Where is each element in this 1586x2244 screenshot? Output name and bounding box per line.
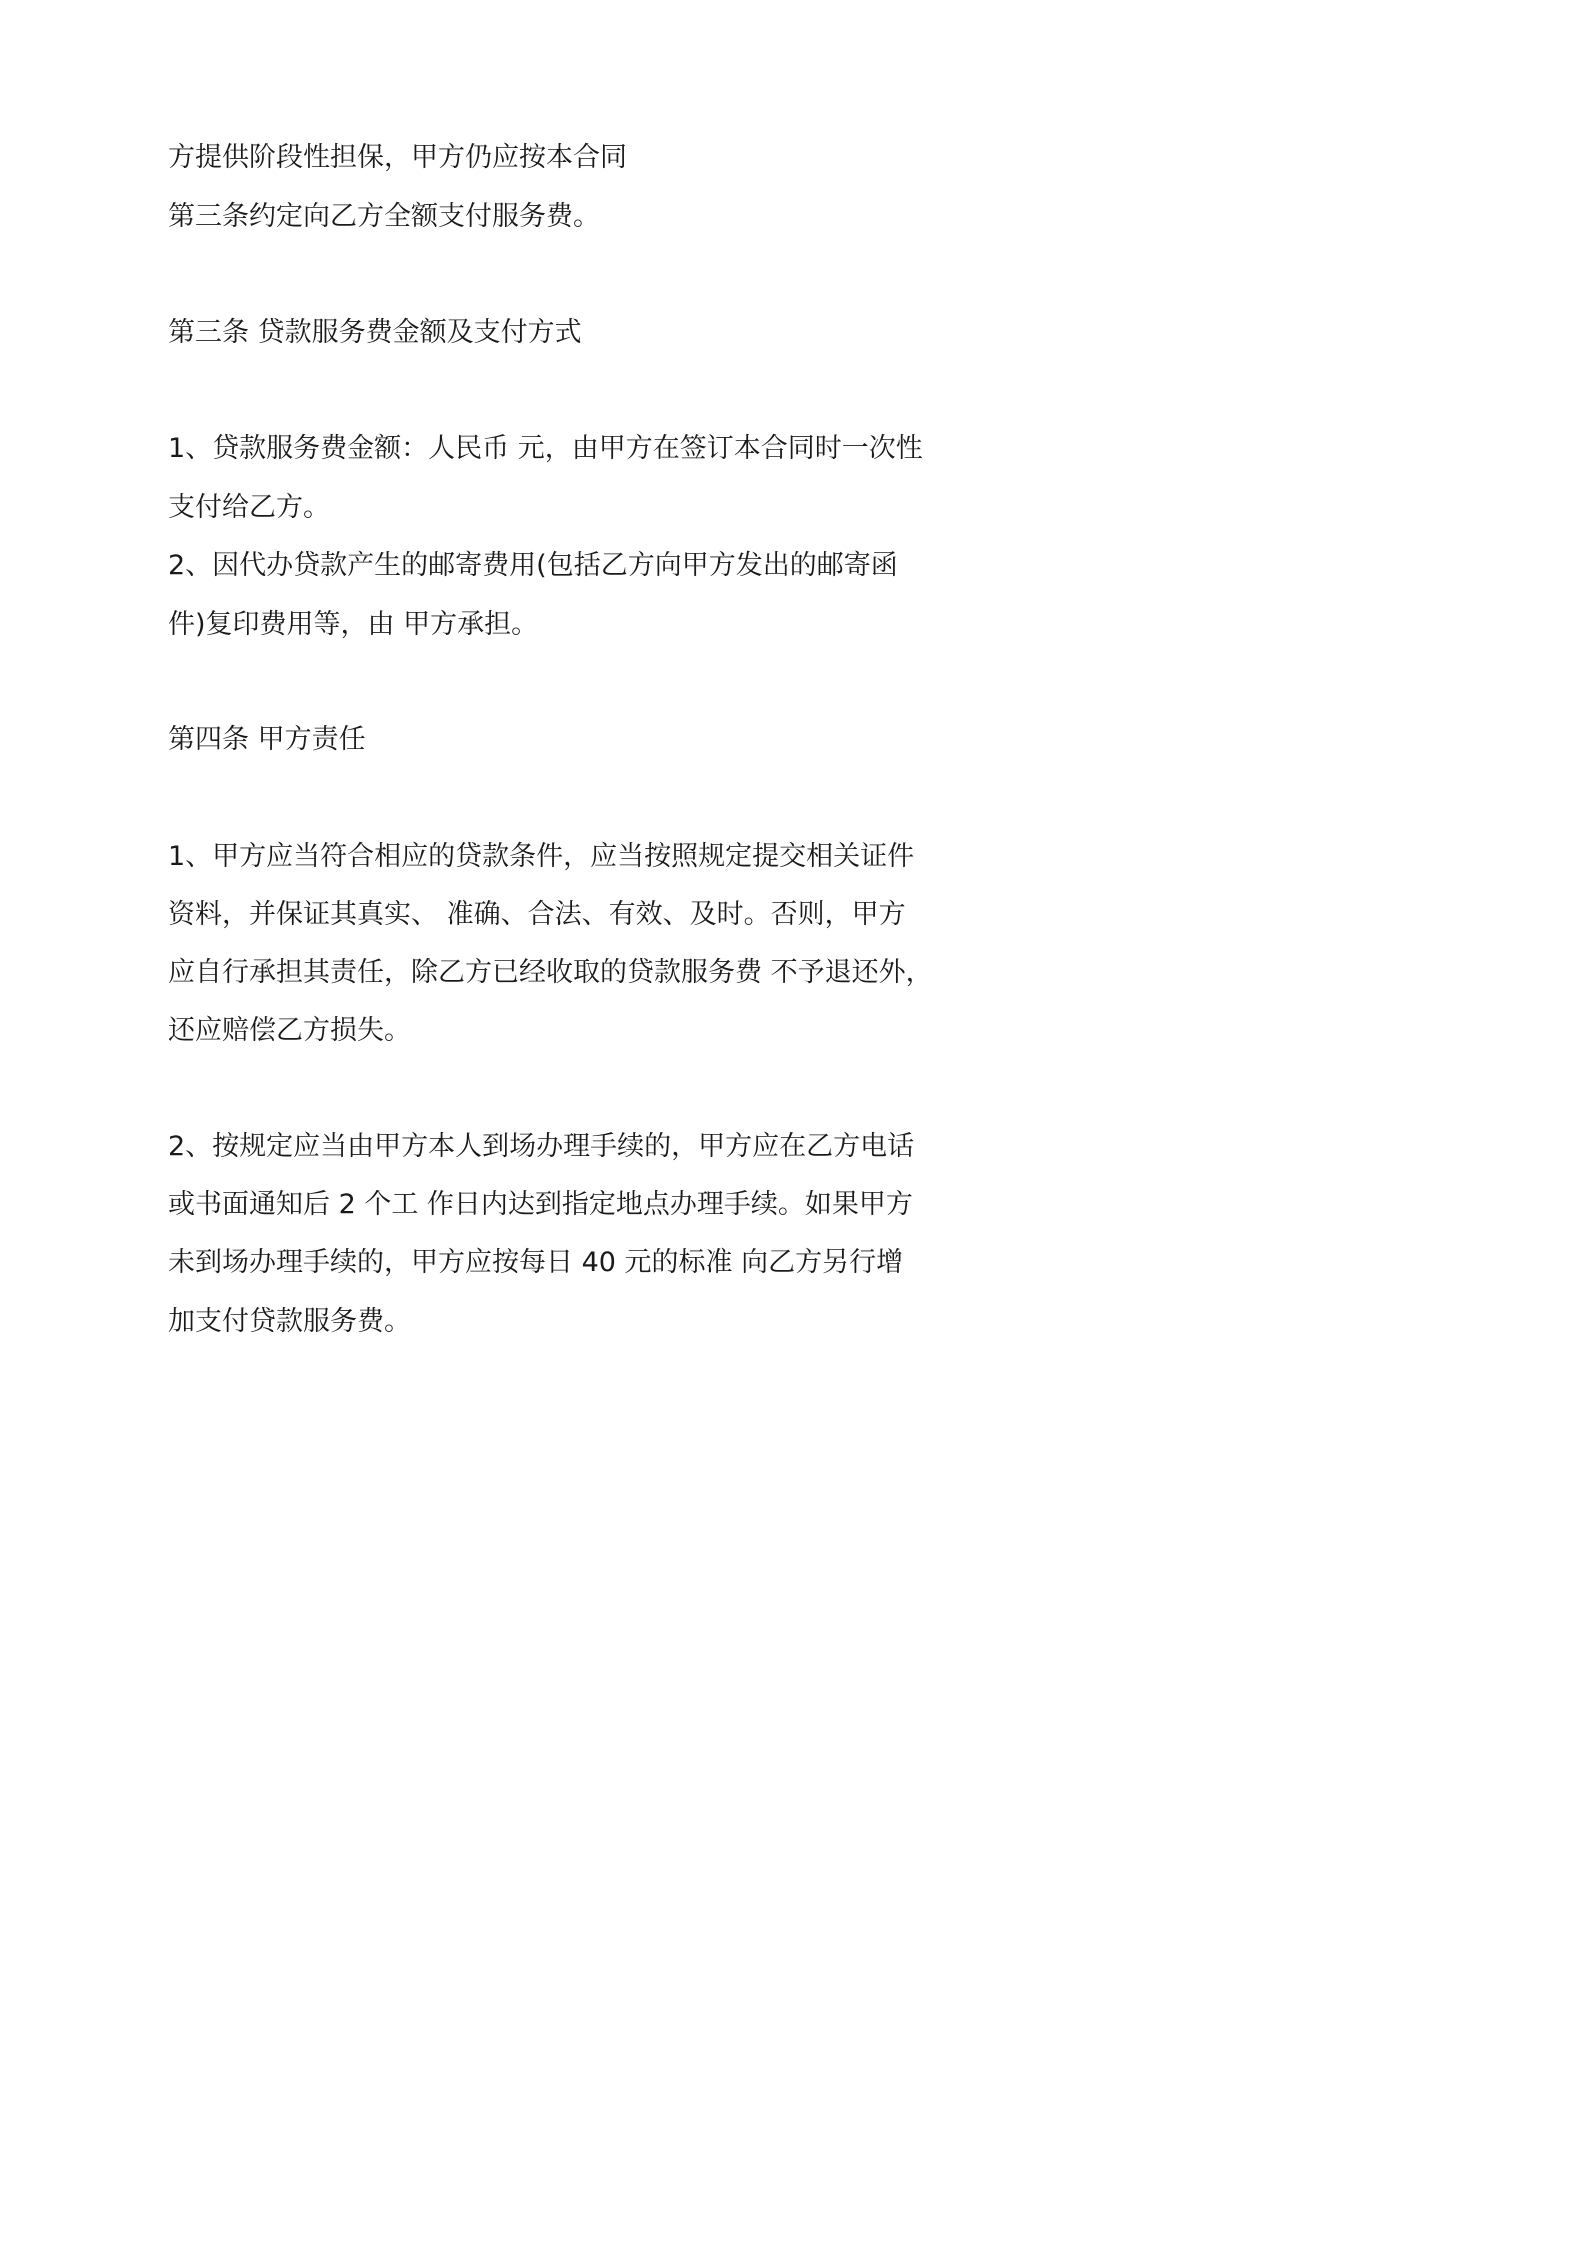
article-4-heading: 第四条 甲方责任 bbox=[168, 724, 366, 755]
article-4-item-1-line-4: 还应赔偿乙方损失。 bbox=[168, 1015, 411, 1046]
article-3-item-1-line-2: 支付给乙方。 bbox=[168, 492, 330, 523]
article-4-item-2-line-2: 或书面通知后 2 个工 作日内达到指定地点办理手续。如果甲方 bbox=[168, 1189, 913, 1220]
article-4-item-1-line-3: 应自行承担其责任，除乙方已经收取的贷款服务费 不予退还外， bbox=[168, 957, 933, 988]
article-4-item-1-line-2: 资料，并保证其真实、 准确、合法、有效、及时。否则，甲方 bbox=[168, 899, 906, 930]
intro-line-1: 方提供阶段性担保，甲方仍应按本合同 bbox=[168, 142, 627, 173]
article-4-item-1-line-1: 1、甲方应当符合相应的贷款条件，应当按照规定提交相关证件 bbox=[168, 841, 915, 872]
article-4-item-2-line-3: 未到场办理手续的，甲方应按每日 40 元的标准 向乙方另行增 bbox=[168, 1247, 904, 1278]
article-4-item-2-line-1: 2、按规定应当由甲方本人到场办理手续的，甲方应在乙方电话 bbox=[168, 1131, 915, 1162]
document-page bbox=[0, 0, 1104, 1562]
article-4-item-2-line-4: 加支付贷款服务费。 bbox=[168, 1306, 411, 1337]
article-3-heading: 第三条 贷款服务费金额及支付方式 bbox=[168, 317, 582, 348]
article-3-item-2-line-2: 件)复印费用等，由 甲方承担。 bbox=[168, 609, 539, 640]
article-3-item-1-line-1: 1、贷款服务费金额：人民币 元，由甲方在签订本合同时一次性 bbox=[168, 433, 923, 464]
intro-line-2: 第三条约定向乙方全额支付服务费。 bbox=[168, 201, 600, 232]
article-3-item-2-line-1: 2、因代办贷款产生的邮寄费用(包括乙方向甲方发出的邮寄函 bbox=[168, 550, 898, 581]
